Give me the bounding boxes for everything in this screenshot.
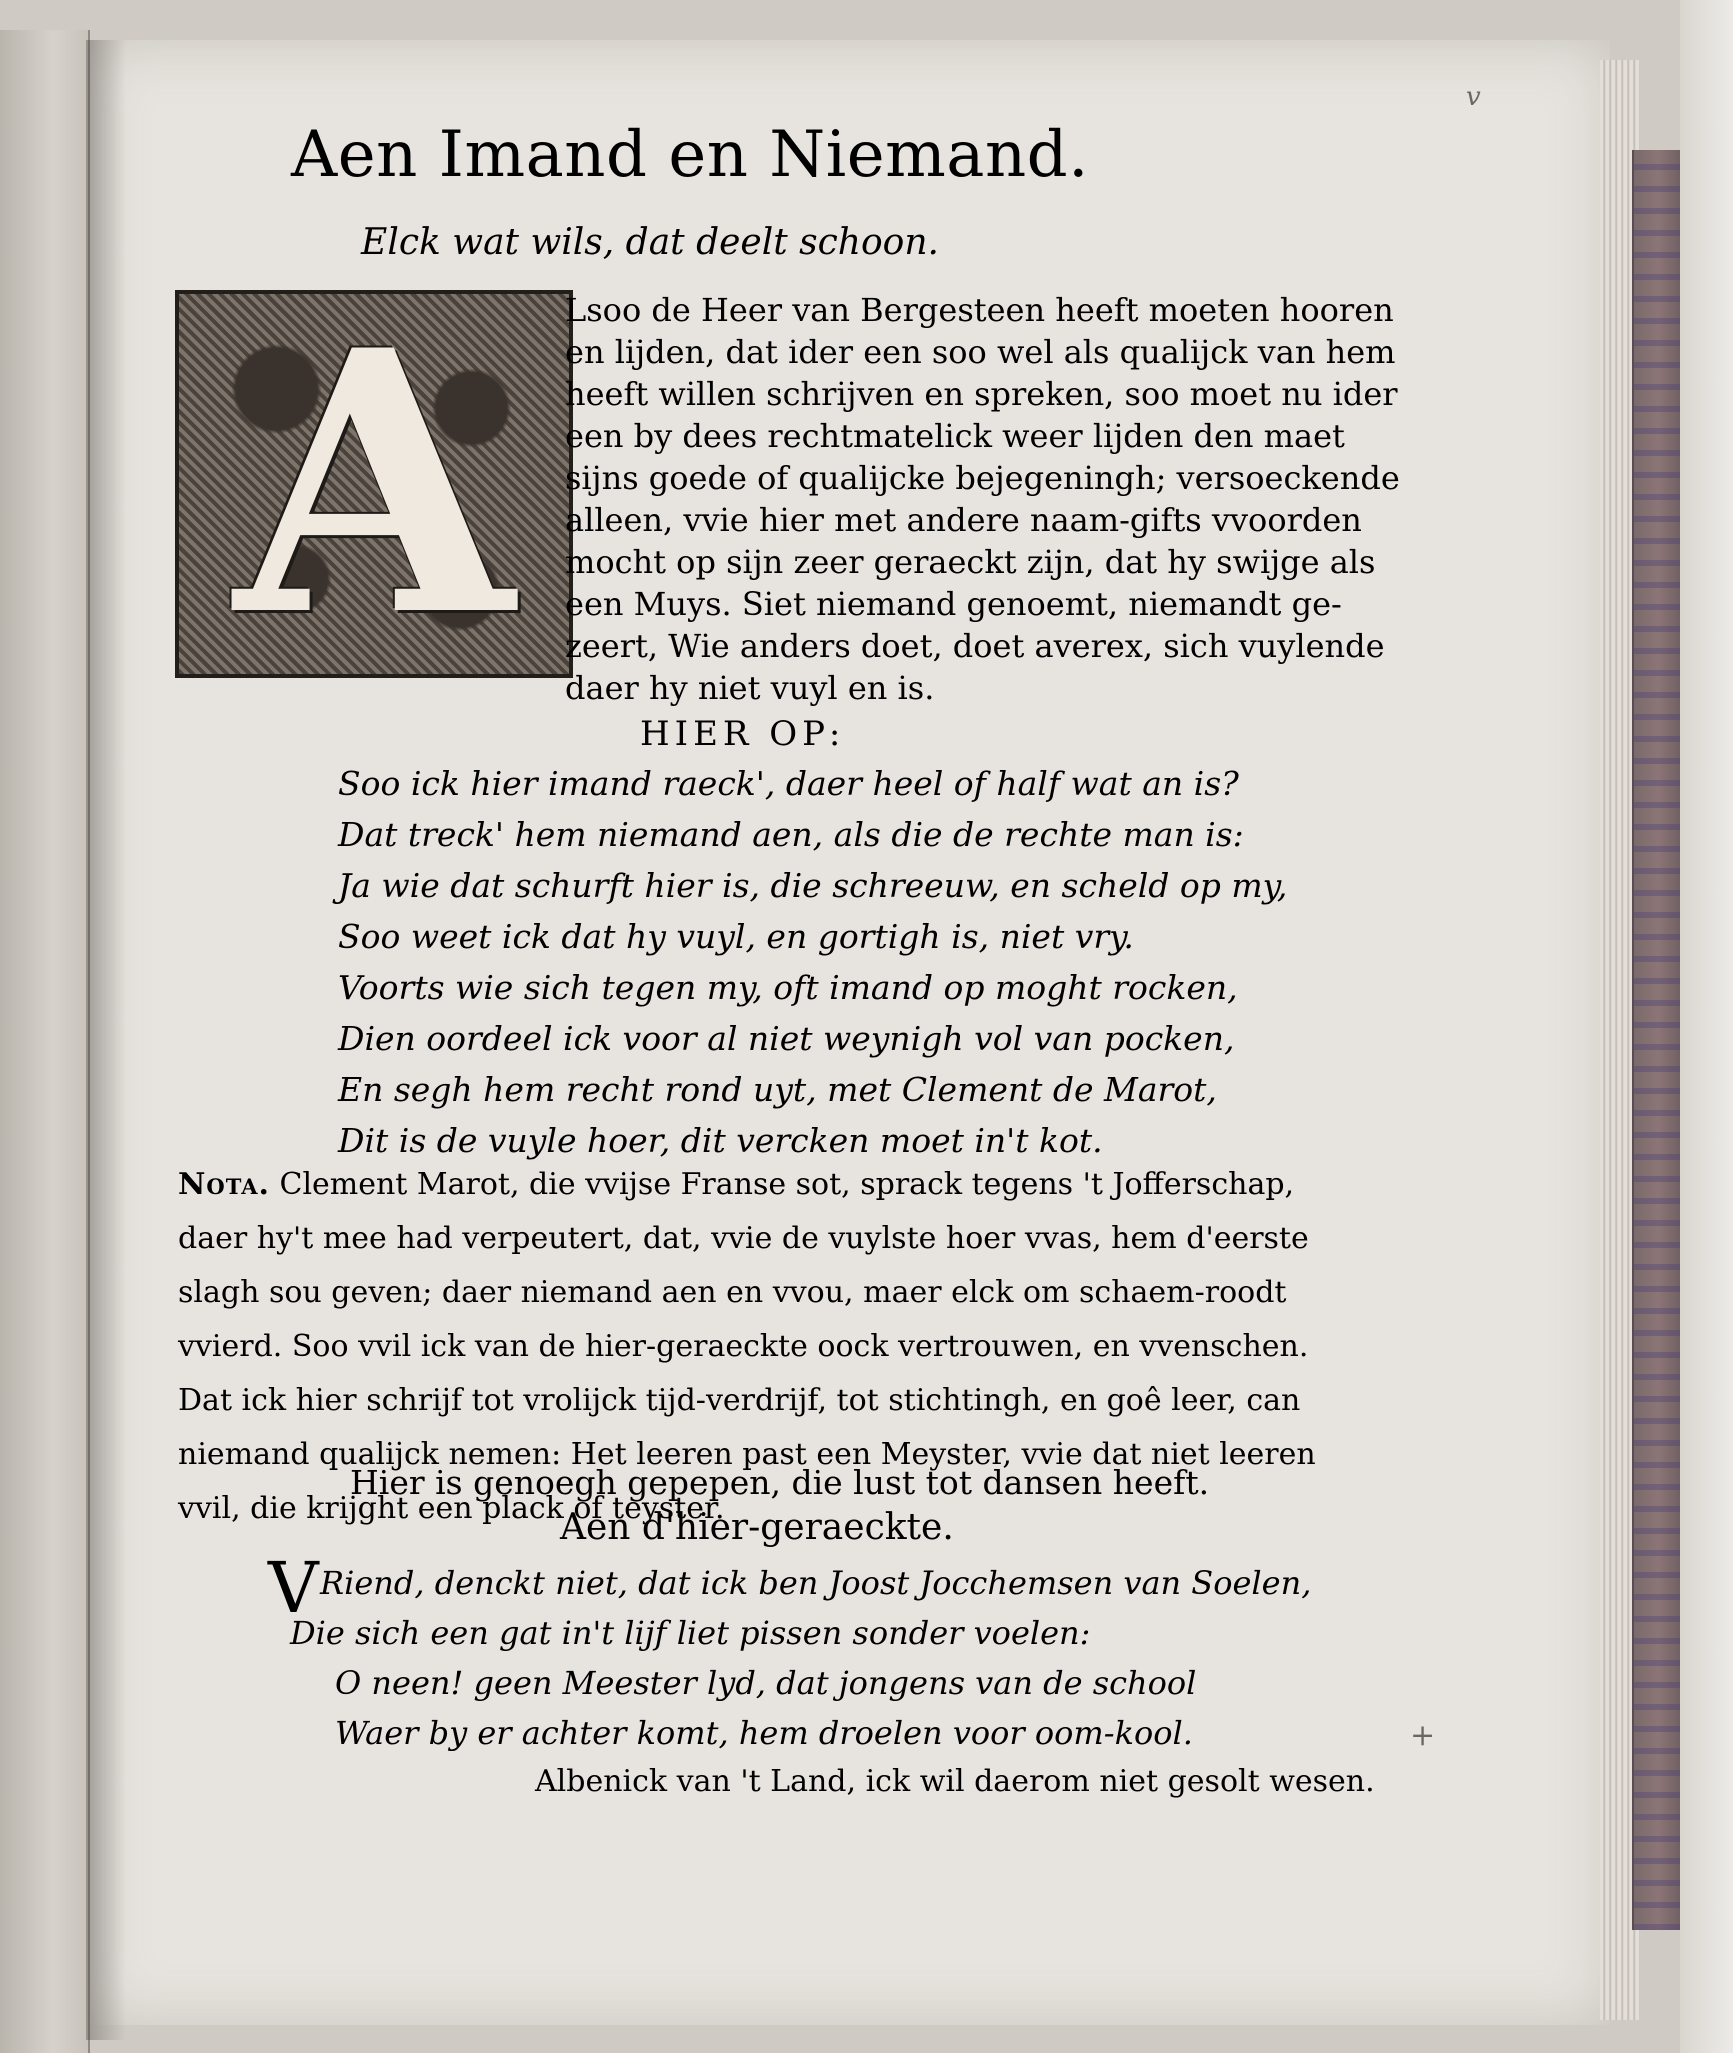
pencil-plus-mark: + <box>1410 1718 1436 1753</box>
final-poem-line: Waer by er achter komt, hem droelen voor oom-kool. <box>335 1714 1193 1752</box>
nota-label: Nota. <box>178 1167 270 1202</box>
signature-line: Albenick van 't Land, ick wil daerom niet gesolt wesen. <box>535 1764 1375 1799</box>
poem-line: En segh hem recht rond uyt, met Clement de Marot, <box>338 1070 1217 1109</box>
final-poem-line: Die sich een gat in't lijf liet pissen sonder voelen: <box>290 1614 1091 1652</box>
nota-line-first <box>178 1165 1294 1205</box>
corner-pencil-mark: v <box>1466 82 1481 112</box>
section-heading-hier-op: HIER OP: <box>640 714 846 754</box>
poem-line: Dat treck' hem niemand aen, als die de rechte man is: <box>338 815 1244 854</box>
intro-line: heeft willen schrijven en spreken, soo moet nu ider <box>565 375 1398 413</box>
poem-line: Ja wie dat schurft hier is, die schreeuw, en scheld op my, <box>338 866 1288 905</box>
poem-line: Dit is de vuyle hoer, dit vercken moet in't kot. <box>338 1121 1103 1160</box>
motto: Elck wat wils, dat deelt schoon. <box>361 222 939 263</box>
drop-capital-v: V <box>268 1547 319 1629</box>
page-title: Aen Imand en Niemand. <box>291 118 1089 192</box>
nota-line: daer hy't mee had verpeutert, dat, vvie de vuylste hoer vvas, hem d'eerste <box>178 1221 1309 1256</box>
poem-line: Voorts wie sich tegen my, oft imand op moght rocken, <box>338 968 1238 1007</box>
intro-line: zeert, Wie anders doet, doet averex, sich vuylende <box>565 627 1385 665</box>
nota-line: Clement Marot, die vvijse Franse sot, sprack tegens 't Jofferschap, <box>279 1167 1295 1202</box>
nota-line: vvierd. Soo vvil ick van de hier-geraeckte oock vertrouwen, en vvenschen. <box>178 1329 1309 1364</box>
intro-line: een by dees rechtmatelick weer lijden den maet <box>565 417 1345 455</box>
spine-shadow <box>86 40 126 2040</box>
marbled-cover-edge <box>1632 150 1682 1930</box>
final-poem-line: Riend, denckt niet, dat ick ben Joost Jocchemsen van Soelen, <box>320 1564 1312 1602</box>
poem-line: Soo ick hier imand raeck', daer heel of half wat an is? <box>338 764 1239 803</box>
intro-line: Lsoo de Heer van Bergesteen heeft moeten hooren <box>565 291 1394 329</box>
nota-line: slagh sou geven; daer niemand aen en vvou, maer elck om schaem-roodt <box>178 1275 1287 1310</box>
intro-line: een Muys. Siet niemand genoemt, niemandt ge- <box>565 585 1342 623</box>
intro-line: en lijden, dat ider een soo wel als qualijck van hem <box>565 333 1396 371</box>
nota-line: Dat ick hier schrijf tot vrolijck tijd-verdrijf, tot stichtingh, en goê leer, can <box>178 1383 1301 1418</box>
closing-line: Hier is genoegh gepepen, die lust tot dansen heeft. <box>350 1463 1210 1502</box>
nota-line: vvil, die krijght een plack of teyster. <box>178 1491 725 1526</box>
final-poem-line: O neen! geen Meester lyd, dat jongens van de school <box>335 1664 1197 1702</box>
poem-line: Dien oordeel ick voor al niet weynigh vol van pocken, <box>338 1019 1235 1058</box>
left-page-edge <box>0 30 90 2053</box>
intro-line: sijns goede of qualijcke bejegeningh; versoeckende <box>565 459 1400 497</box>
intro-line: mocht op sijn zeer geraeckt zijn, dat hy swijge als <box>565 543 1376 581</box>
decorated-initial <box>175 290 573 678</box>
intro-line: daer hy niet vuyl en is. <box>565 669 935 707</box>
poem-line: Soo weet ick dat hy vuyl, en gortigh is, niet vry. <box>338 917 1134 956</box>
nota-line: niemand qualijck nemen: Het leeren past een Meyster, vvie dat niet leeren <box>178 1437 1316 1472</box>
initial-letter: A <box>234 290 514 678</box>
intro-line: alleen, vvie hier met andere naam-gifts vvoorden <box>565 501 1362 539</box>
subheading: Aen d'hier-geraeckte. <box>560 1507 954 1548</box>
background-cloth <box>1680 0 1733 2053</box>
